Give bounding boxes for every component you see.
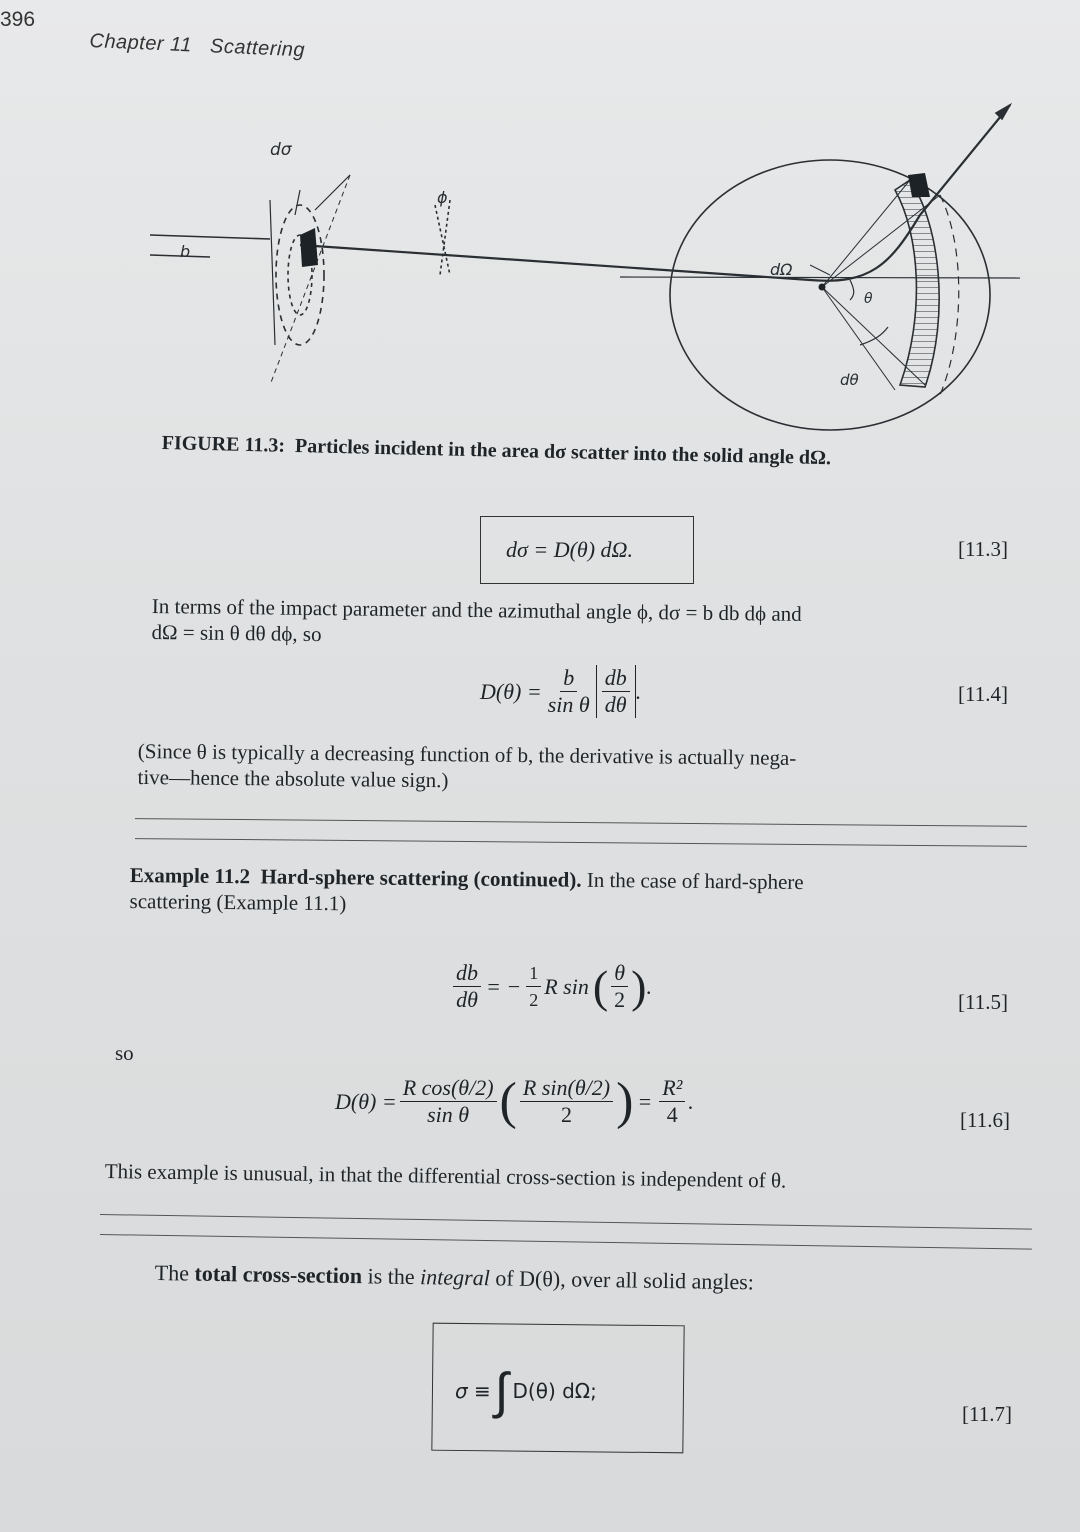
equation-number-11-6: [11.6] bbox=[960, 1108, 1010, 1132]
eq-11-6-f2-den: 2 bbox=[560, 1102, 572, 1127]
band-dashed-edge bbox=[940, 195, 959, 395]
trajectory-arrowhead bbox=[996, 105, 1010, 119]
eq-11-5-theta: θ bbox=[611, 960, 628, 987]
example-line1-rest: In the case of hard-sphere bbox=[586, 867, 804, 895]
eq-11-6-f3-num: R² bbox=[659, 1075, 685, 1102]
domega-pointer bbox=[810, 265, 830, 275]
phi-line-1 bbox=[435, 205, 450, 275]
label-b: b bbox=[180, 242, 191, 261]
eq-11-6-paren-open: ( bbox=[499, 1073, 517, 1130]
example-label: Example 11.2 bbox=[129, 862, 251, 889]
paragraph-total-cross-section bbox=[155, 1260, 754, 1295]
eq-11-5-theta-frac bbox=[611, 960, 628, 1013]
eq-11-4-fraction bbox=[545, 665, 593, 718]
caption-text: Particles incident in the area dσ scatter into the solid angle dΩ. bbox=[294, 435, 832, 470]
eq-11-5-half-den: 2 bbox=[529, 990, 539, 1010]
scattering-center bbox=[819, 284, 826, 291]
paragraph-since-theta bbox=[137, 738, 796, 797]
eq-11-4-lhs: D(θ) = bbox=[480, 678, 542, 704]
eq-11-7-integral: ∫ bbox=[494, 1362, 509, 1420]
dsigma-element bbox=[300, 228, 318, 267]
eq-11-4-den: sin θ bbox=[547, 692, 590, 717]
page-number: 396 bbox=[0, 8, 36, 31]
equation-11-4 bbox=[480, 665, 641, 718]
divider-rule-3 bbox=[100, 1214, 1032, 1230]
dsigma-pointer-2 bbox=[315, 175, 350, 210]
label-domega: dΩ bbox=[770, 260, 793, 279]
paragraph-impact-parameter bbox=[151, 593, 802, 653]
ring-axis bbox=[270, 200, 275, 345]
area-ring-outer bbox=[276, 205, 324, 345]
eq-11-5-rsin: R sin bbox=[544, 973, 589, 999]
equation-11-7 bbox=[455, 1362, 597, 1420]
paragraph-unusual: This example is unusual, in that the differential cross-section is independent of θ. bbox=[104, 1158, 787, 1193]
eq-11-4-abs-num: db bbox=[602, 665, 630, 692]
para4-mid: is the bbox=[361, 1263, 421, 1290]
example-title: Hard-sphere scattering (continued). bbox=[260, 864, 582, 892]
dsigma-pointer bbox=[295, 190, 300, 215]
eq-11-4-absolute bbox=[596, 665, 636, 718]
eq-11-6-frac1 bbox=[400, 1075, 497, 1128]
para4-bold: total cross-section bbox=[194, 1260, 363, 1289]
para2-line2: tive—hence the absolute value sign.) bbox=[137, 764, 449, 793]
eq-11-4-tail: . bbox=[635, 678, 642, 704]
ring-diagonal bbox=[270, 175, 350, 385]
eq-11-6-frac2 bbox=[520, 1075, 613, 1128]
eq-11-5-equals: = − bbox=[486, 973, 522, 999]
eq-11-5-paren-close: ) bbox=[631, 961, 647, 1012]
para4-pre: The bbox=[154, 1260, 195, 1286]
eq-11-5-two: 2 bbox=[614, 987, 626, 1012]
eq-11-5-tail: . bbox=[646, 973, 652, 999]
sphere-axis bbox=[620, 277, 1020, 278]
section-label: Scattering bbox=[209, 35, 306, 62]
eq-11-6-lhs: D(θ) = bbox=[335, 1088, 397, 1114]
label-theta: θ bbox=[864, 291, 873, 307]
eq-11-5-half bbox=[526, 960, 541, 1013]
equation-number-11-3: [11.3] bbox=[958, 537, 1008, 561]
label-dtheta: dθ bbox=[840, 371, 859, 389]
eq-11-6-equals: = bbox=[637, 1088, 653, 1114]
para4-post: of D(θ), over all solid angles: bbox=[489, 1265, 755, 1295]
eq-11-6-f1-num: R cos(θ/2) bbox=[400, 1075, 497, 1102]
cone-line-1 bbox=[822, 180, 910, 287]
word-so: so bbox=[115, 1041, 134, 1065]
eq-11-7-lhs: σ ≡ bbox=[455, 1379, 491, 1403]
figure-caption bbox=[161, 432, 831, 470]
eq-11-6-f1-den: sin θ bbox=[427, 1102, 470, 1127]
divider-rule-1 bbox=[135, 818, 1027, 827]
eq-11-4-abs-den: dθ bbox=[604, 692, 627, 717]
example-11-2 bbox=[129, 862, 1029, 923]
eq-11-4-num: b bbox=[560, 665, 577, 692]
divider-rule-4 bbox=[100, 1234, 1032, 1250]
running-header bbox=[89, 30, 306, 62]
eq-11-5-lhs bbox=[453, 960, 481, 1013]
example-line2: scattering (Example 11.1) bbox=[129, 888, 347, 916]
eq-11-7-rhs: D(θ) dΩ; bbox=[512, 1379, 597, 1403]
equation-11-6 bbox=[335, 1072, 694, 1131]
phi-line-2 bbox=[440, 200, 450, 275]
equation-number-11-4: [11.4] bbox=[958, 682, 1008, 706]
eq-11-6-frac3 bbox=[659, 1075, 685, 1128]
label-phi: ϕ bbox=[437, 188, 448, 207]
equation-11-5 bbox=[450, 960, 652, 1013]
eq-11-6-f2-num: R sin(θ/2) bbox=[520, 1075, 613, 1102]
eq-11-5-half-num: 1 bbox=[526, 960, 541, 987]
caption-label: FIGURE 11.3: bbox=[161, 432, 286, 457]
para4-italic: integral bbox=[419, 1264, 491, 1291]
divider-rule-2 bbox=[135, 838, 1027, 847]
scattering-figure bbox=[150, 95, 1050, 435]
eq-11-5-paren-open: ( bbox=[592, 961, 609, 1012]
eq-11-6-f3-den: 4 bbox=[666, 1102, 678, 1127]
equation-number-11-5: [11.5] bbox=[958, 990, 1008, 1014]
eq-11-5-lhs-den: dθ bbox=[456, 987, 478, 1012]
label-dsigma: dσ bbox=[270, 140, 292, 160]
para1-line1: In terms of the impact parameter and the azimuthal angle ϕ, dσ = b db dϕ and bbox=[151, 593, 802, 626]
equation-11-3: dσ = D(θ) dΩ. bbox=[506, 537, 633, 562]
eq-11-5-lhs-num: db bbox=[453, 960, 481, 987]
solid-angle-band bbox=[895, 180, 939, 387]
equation-number-11-7: [11.7] bbox=[962, 1402, 1012, 1426]
theta-arc bbox=[850, 280, 854, 300]
para2-line1: (Since θ is typically a decreasing function of b, the derivative is actually nega- bbox=[137, 738, 797, 770]
eq-11-6-tail: . bbox=[688, 1088, 694, 1114]
para1-line2: dΩ = sin θ dθ dϕ, so bbox=[151, 619, 322, 647]
eq-11-6-paren-close: ) bbox=[616, 1073, 634, 1130]
chapter-label: Chapter 11 bbox=[89, 30, 193, 57]
beam-line-top bbox=[150, 235, 270, 239]
